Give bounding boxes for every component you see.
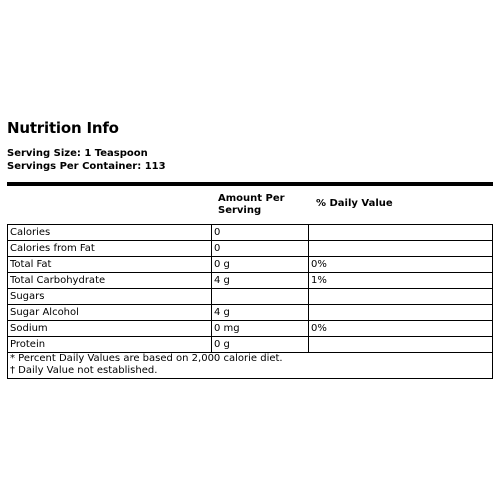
row-amount: 4 g — [214, 275, 230, 286]
row-daily-value: 0% — [311, 323, 327, 334]
row-daily-value: 1% — [311, 275, 327, 286]
serving-size: Serving Size: 1 Teaspoon — [7, 148, 148, 159]
daily-value-header: % Daily Value — [316, 198, 393, 209]
row-name: Calories from Fat — [10, 243, 95, 254]
row-name: Protein — [10, 339, 46, 350]
row-name: Sodium — [10, 323, 48, 334]
footnotes — [10, 353, 283, 377]
table-row — [8, 321, 492, 337]
row-amount: 0 g — [214, 259, 230, 270]
amount-header — [218, 193, 285, 217]
row-amount: 4 g — [214, 307, 230, 318]
table-row — [8, 273, 492, 289]
row-amount: 0 mg — [214, 323, 240, 334]
amount-header-line2: Serving — [218, 205, 262, 216]
table-row — [8, 305, 492, 321]
footnote-dv-not-established: † Daily Value not established. — [10, 365, 158, 376]
row-amount: 0 — [214, 227, 221, 238]
serving-info — [7, 147, 166, 173]
nutrition-table — [7, 224, 493, 379]
row-name: Total Fat — [10, 259, 52, 270]
table-row — [8, 257, 492, 273]
footnote-percent-dv: * Percent Daily Values are based on 2,000 calorie diet. — [10, 353, 283, 364]
row-amount: 0 — [214, 243, 221, 254]
table-row — [8, 241, 492, 257]
servings-per-container: Servings Per Container: 113 — [7, 161, 166, 172]
row-name: Calories — [10, 227, 51, 238]
row-name: Sugars — [10, 291, 45, 302]
row-name: Total Carbohydrate — [10, 275, 106, 286]
table-row — [8, 225, 492, 241]
page-title: Nutrition Info — [7, 119, 119, 137]
row-amount: 0 g — [214, 339, 230, 350]
row-name: Sugar Alcohol — [10, 307, 79, 318]
amount-header-line1: Amount Per — [218, 193, 285, 204]
header-rule — [7, 182, 493, 186]
table-row — [8, 289, 492, 305]
row-daily-value: 0% — [311, 259, 327, 270]
table-row — [8, 337, 492, 353]
